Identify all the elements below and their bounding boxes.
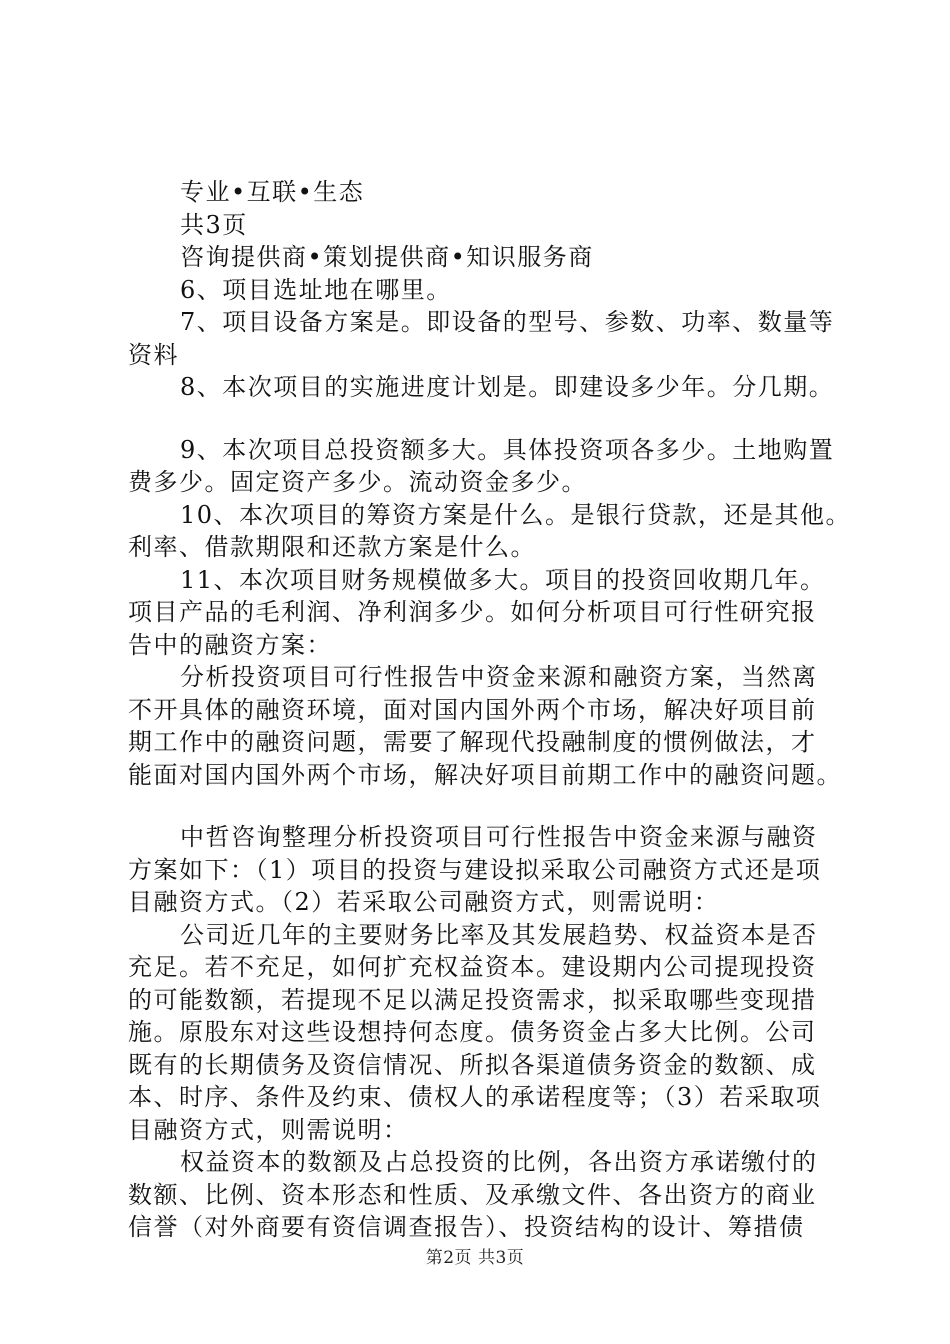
document-body [128,176,852,1244]
paragraph-line: 利率、借款期限和还款方案是什么。 [128,533,536,561]
paragraph-line: 9、本次项目总投资额多大。具体投资项各多少。土地购置 [180,435,835,464]
paragraph-line: 目融资方式，则需说明： [128,1115,409,1144]
paragraph-line: 告中的融资方案： [128,630,332,659]
page-footer: 第2页 共3页 [425,1248,525,1268]
paragraph-line: 8、本次项目的实施进度计划是。即建设多少年。分几期。 [180,373,835,401]
paragraph-line: 既有的长期债务及资信情况、所拟各渠道债务资金的数额、成 [128,1050,817,1079]
paragraph-line: 不开具体的融资环境，面对国内国外两个市场，解决好项目前 [128,695,817,724]
paragraph-line: 10、本次项目的筹资方案是什么。是银行贷款，还是其他。 [180,500,852,529]
paragraph-line: 公司近几年的主要财务比率及其发展趋势、权益资本是否 [180,920,818,949]
paragraph-line: 分析投资项目可行性报告中资金来源和融资方案，当然离 [180,663,818,691]
paragraph-line: 施。原股东对这些设想持何态度。债务资金占多大比例。公司 [128,1018,817,1046]
paragraph-line: 6、项目选址地在哪里。 [180,275,452,304]
header-line-tagline: 专业•互联•生态 [180,178,365,206]
paragraph-line: 11、本次项目财务规模做多大。项目的投资回收期几年。 [180,565,826,594]
paragraph-line: 7、项目设备方案是。即设备的型号、参数、功率、数量等 [180,308,835,336]
paragraph-line: 充足。若不充足，如何扩充权益资本。建设期内公司提现投资 [128,953,817,981]
paragraph-gap [128,791,840,821]
paragraph-line: 权益资本的数额及占总投资的比例，各出资方承诺缴付的 [180,1148,818,1176]
paragraph-line: 资料 [128,340,179,369]
paragraph-line: 费多少。固定资产多少。流动资金多少。 [128,468,587,496]
paragraph-line: 能面对国内国外两个市场，解决好项目前期工作中的融资问题。 [128,760,842,789]
paragraph-line: 的可能数额，若提现不足以满足投资需求，拟采取哪些变现措 [128,985,817,1014]
paragraph-line: 目融资方式。（2）若采取公司融资方式，则需说明： [128,888,720,916]
paragraph-line: 中哲咨询整理分析投资项目可行性报告中资金来源与融资 [180,823,818,851]
header-line-page-count: 共3页 [180,210,248,239]
paragraph-gap [128,404,840,434]
paragraph-line: 数额、比例、资本形态和性质、及承缴文件、各出资方的商业 [128,1180,817,1209]
paragraph-line: 项目产品的毛利润、净利润多少。如何分析项目可行性研究报 [128,598,817,626]
header-line-services: 咨询提供商•策划提供商•知识服务商 [180,243,594,271]
paragraph-line: 本、时序、条件及约束、债权人的承诺程度等；（3）若采取项 [128,1083,822,1111]
paragraph-line: 方案如下：（1）项目的投资与建设拟采取公司融资方式还是项 [128,855,822,884]
paragraph-line: 信誉（对外商要有资信调查报告）、投资结构的设计、筹措债 [128,1213,805,1241]
paragraph-line: 期工作中的融资问题，需要了解现代投融制度的惯例做法，才 [128,728,817,756]
